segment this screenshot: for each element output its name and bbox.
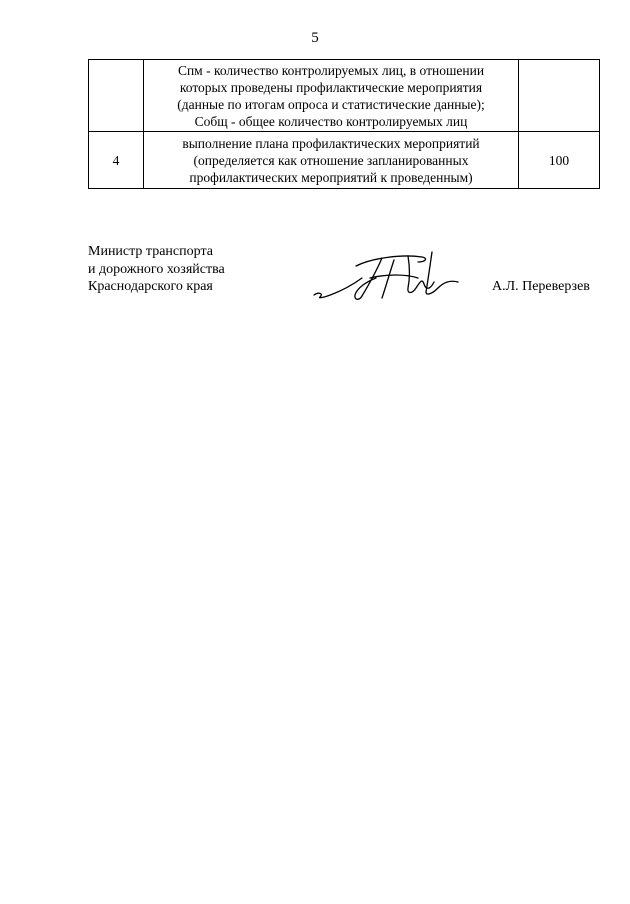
- target-value-cell: [519, 60, 600, 132]
- description-line: Спм - количество контролируемых лиц, в отношении: [177, 62, 485, 78]
- description-line: Собщ - общее количество контролируемых лиц: [194, 113, 468, 129]
- description-line: выполнение плана профилактических мероприятий: [182, 135, 480, 151]
- description-line: (данные по итогам опроса и статистические данные);: [177, 96, 485, 112]
- handwritten-signature: [310, 248, 470, 304]
- indicators-table: [88, 59, 600, 189]
- description-line: которых проведены профилактические мероприятия: [179, 79, 483, 95]
- table-row: [89, 132, 600, 189]
- indicator-description-cell: [144, 132, 519, 189]
- signatory-position-line: и дорожного хозяйства: [88, 261, 225, 277]
- signer-name: А.Л. Переверзев: [492, 279, 590, 294]
- row-number-cell: 4: [89, 132, 144, 189]
- target-value-cell: 100: [519, 132, 600, 189]
- description-line: (определяется как отношение запланированных: [193, 152, 469, 168]
- signatory-position: [88, 243, 225, 296]
- signatory-position-line: Министр транспорта: [88, 244, 213, 259]
- row-number-cell: [89, 60, 144, 132]
- table-row: [89, 60, 600, 132]
- signatory-position-line: Краснодарского края: [88, 279, 213, 294]
- page-number: 5: [311, 30, 319, 46]
- indicator-description-cell: [144, 60, 519, 132]
- description-line: профилактических мероприятий к проведенным): [189, 169, 473, 185]
